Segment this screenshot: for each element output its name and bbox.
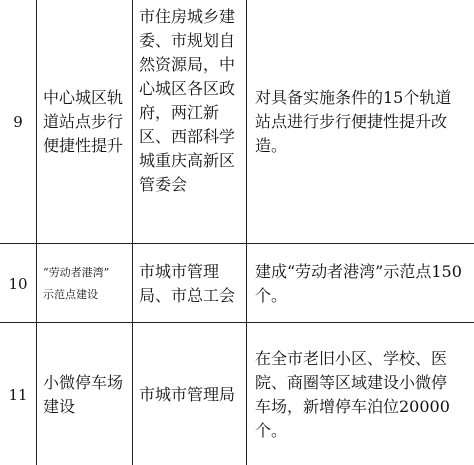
row-number: 9 xyxy=(13,112,23,131)
item-name: 小微停车场 建设 xyxy=(43,372,124,416)
responsible-departments: 市城市管理 局、市总工会 xyxy=(139,261,236,305)
responsible-departments: 市城市管理局 xyxy=(139,384,236,404)
task-description: 对具备实施条件的15个轨道 站点进行步行便捷性提升改 造。 xyxy=(255,87,452,155)
item-name: “劳动者港湾” 示范点建设 xyxy=(43,265,110,301)
task-description: 在全市老旧小区、学校、医 院、商圈等区域建设小微停 车场，新增停车泊位20000 个。 xyxy=(255,348,450,440)
task-description: 建成“劳动者港湾”示范点150 个。 xyxy=(255,261,462,305)
responsible-departments: 市住房城乡建 委、市规划自 然资源局，中 心城区各区政 府，两江新 区、西部科学 城重庆高新区 管委会 xyxy=(139,7,236,194)
row-number: 11 xyxy=(8,385,28,404)
table-row xyxy=(0,322,474,465)
row-number: 10 xyxy=(8,274,28,293)
table-row xyxy=(0,243,474,323)
item-name: 中心城区轨 道站点步行 便捷性提升 xyxy=(43,87,124,155)
